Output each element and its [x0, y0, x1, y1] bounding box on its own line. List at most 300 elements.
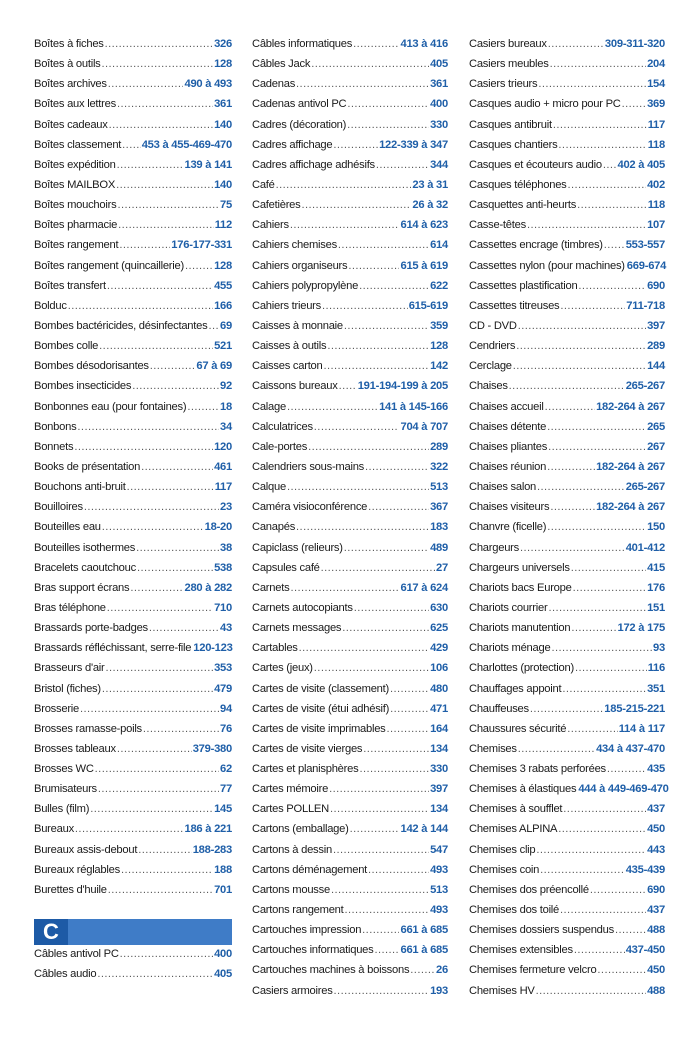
- index-entry: [252, 924, 448, 944]
- entry-label: Bombes désodorisantes: [34, 360, 149, 373]
- entry-page: 204: [647, 58, 665, 71]
- entry-label: Casques et écouteurs audio: [469, 158, 602, 171]
- dot-leader: [150, 360, 196, 372]
- index-entry: [252, 441, 448, 461]
- entry-page: 43: [220, 622, 232, 635]
- entry-label: Chanvre (ficelle): [469, 521, 547, 534]
- entry-page: 26: [436, 964, 448, 977]
- dot-leader: [314, 421, 400, 433]
- dot-leader: [290, 219, 400, 231]
- entry-page: 265-267: [625, 380, 665, 393]
- dot-leader: [575, 662, 647, 674]
- entry-label: Chemises fermeture velcro: [469, 964, 597, 977]
- section-letter: C: [34, 919, 68, 945]
- entry-label: Café: [252, 178, 275, 191]
- entry-label: Câbles antivol PC: [34, 948, 119, 961]
- dot-leader: [106, 662, 214, 674]
- entry-page: 309-311-320: [604, 38, 665, 50]
- entry-label: Canapés: [252, 521, 296, 534]
- dot-leader: [95, 763, 219, 775]
- entry-label: Casiers trieurs: [469, 78, 538, 91]
- entry-page: 26 à 32: [412, 199, 448, 212]
- dot-leader: [84, 501, 219, 513]
- index-entry: [34, 622, 232, 642]
- dot-leader: [571, 562, 646, 574]
- index-entry: [469, 582, 665, 602]
- entry-page: 280 à 282: [184, 581, 232, 594]
- entry-label: Chaises pliantes: [469, 440, 548, 453]
- dot-leader: [105, 38, 213, 50]
- entry-page: 142 à 144: [400, 823, 448, 836]
- index-entry: [34, 401, 232, 421]
- index-entry: [34, 823, 232, 843]
- dot-leader: [117, 159, 184, 171]
- entry-label: Cartons rangement: [252, 904, 344, 917]
- dot-leader: [590, 884, 646, 896]
- entry-label: Chariots courrier: [469, 601, 548, 614]
- index-entry: [469, 119, 665, 139]
- entry-page: 145: [214, 803, 232, 816]
- entry-page: 107: [647, 219, 665, 232]
- entry-label: Cartouches impression: [252, 924, 362, 937]
- entry-label: Câbles Jack: [252, 58, 311, 71]
- entry-page: 134: [430, 803, 448, 816]
- dot-leader: [537, 481, 625, 493]
- dot-leader: [311, 58, 429, 70]
- entry-page: 182-264 à 267: [596, 460, 665, 473]
- entry-label: Cahiers: [252, 219, 289, 232]
- index-entry: [252, 98, 448, 118]
- entry-label: Chemises HV: [469, 984, 535, 997]
- entry-label: Cahiers organiseurs: [252, 259, 348, 272]
- entry-page: 18-20: [204, 521, 232, 534]
- entry-page: 117: [214, 481, 232, 494]
- entry-label: Chemises dossiers suspendus: [469, 924, 614, 937]
- entry-page: 413 à 416: [400, 38, 448, 50]
- dot-leader: [558, 139, 646, 151]
- entry-label: Cartes POLLEN: [252, 803, 329, 816]
- entry-page: 415: [647, 561, 665, 574]
- entry-label: Cahiers trieurs: [252, 299, 321, 312]
- index-entry: [34, 562, 232, 582]
- dot-leader: [574, 944, 625, 956]
- entry-page: 513: [430, 481, 448, 494]
- entry-label: Bouilloires: [34, 501, 83, 514]
- dot-leader: [80, 703, 219, 715]
- index-entry: [469, 944, 665, 964]
- dot-leader: [376, 159, 429, 171]
- entry-page: 151: [647, 601, 665, 614]
- entry-label: Books de présentation: [34, 460, 141, 473]
- index-entry: [34, 763, 232, 783]
- index-entry: [34, 219, 232, 239]
- entry-label: Brosses ramasse-poils: [34, 722, 142, 735]
- entry-label: Câbles audio: [34, 968, 97, 981]
- entry-page: 34: [220, 420, 232, 433]
- entry-page: 538: [214, 561, 232, 574]
- dot-leader: [119, 239, 170, 251]
- entry-page: 617 à 624: [400, 581, 448, 594]
- entry-page: 326: [214, 38, 232, 50]
- entry-label: Chemises extensibles: [469, 944, 573, 957]
- entry-label: Brosses tableaux: [34, 742, 116, 755]
- dot-leader: [296, 78, 429, 90]
- dot-leader: [121, 864, 213, 876]
- dot-leader: [390, 683, 429, 695]
- entry-label: Boîtes mouchoirs: [34, 199, 117, 212]
- dot-leader: [302, 199, 412, 211]
- dot-leader: [324, 360, 430, 372]
- index-entry: [469, 340, 665, 360]
- entry-page: 397: [430, 783, 448, 796]
- index-entry: [34, 642, 232, 662]
- entry-page: 353: [214, 662, 232, 675]
- index-entry: [252, 461, 448, 481]
- entry-page: 488: [647, 924, 665, 937]
- entry-page: 367: [430, 501, 448, 514]
- entry-page: 330: [430, 763, 448, 776]
- entry-page: 614 à 623: [400, 219, 448, 232]
- dot-leader: [547, 421, 646, 433]
- index-entry: [34, 300, 232, 320]
- index-entry: [469, 380, 665, 400]
- entry-label: Cartes de visite (étui adhésif): [252, 702, 390, 715]
- index-entry: [34, 662, 232, 682]
- entry-label: Cassettes nylon (pour machines): [469, 259, 625, 272]
- entry-label: Cadenas: [252, 78, 296, 91]
- entry-label: Cahiers chemises: [252, 239, 337, 252]
- dot-leader: [138, 844, 191, 856]
- entry-page: 23: [220, 501, 232, 514]
- entry-page: 193: [430, 984, 448, 997]
- index-entry: [252, 139, 448, 159]
- entry-label: Charlottes (protection): [469, 662, 574, 675]
- dot-leader: [354, 602, 429, 614]
- index-entry: [34, 501, 232, 521]
- index-entry: [34, 260, 232, 280]
- entry-page: 455: [214, 279, 232, 292]
- dot-leader: [322, 300, 408, 312]
- entry-label: Brosserie: [34, 702, 80, 715]
- entry-label: Bristol (fiches): [34, 682, 101, 695]
- dot-leader: [410, 964, 435, 976]
- entry-page: 92: [220, 380, 232, 393]
- entry-page: 450: [647, 964, 665, 977]
- entry-label: Boîtes rangement: [34, 239, 119, 252]
- index-entry: [252, 58, 448, 78]
- entry-label: Cafetières: [252, 199, 301, 212]
- index-entry: [252, 239, 448, 259]
- entry-label: Bouteilles eau: [34, 521, 101, 534]
- dot-leader: [368, 864, 429, 876]
- entry-page: 69: [220, 319, 232, 332]
- dot-leader: [308, 441, 429, 453]
- entry-label: Cartes de visite vierges: [252, 742, 363, 755]
- entry-page: 120-123: [193, 642, 233, 655]
- entry-page: 630: [430, 601, 448, 614]
- index-entry: [252, 119, 448, 139]
- entry-label: Bracelets caoutchouc: [34, 561, 136, 574]
- dot-leader: [353, 38, 399, 50]
- dot-leader: [571, 622, 616, 634]
- entry-label: Cale-portes: [252, 440, 308, 453]
- entry-page: 615-619: [408, 299, 448, 312]
- entry-label: Chemises ALPINA: [469, 823, 558, 836]
- dot-leader: [187, 401, 219, 413]
- dot-leader: [299, 642, 429, 654]
- index-entry: [469, 662, 665, 682]
- entry-label: Casse-têtes: [469, 219, 526, 232]
- entry-page: 265-267: [625, 481, 665, 494]
- entry-label: Chariots bacs Europe: [469, 581, 572, 594]
- entry-page: 128: [214, 58, 232, 71]
- entry-page: 176: [647, 581, 665, 594]
- dot-leader: [359, 763, 429, 775]
- entry-label: Bulles (film): [34, 803, 90, 816]
- dot-leader: [102, 58, 214, 70]
- entry-label: Bonbonnes eau (pour fontaines): [34, 400, 187, 413]
- index-entry: [252, 38, 448, 58]
- entry-page: 400: [430, 98, 448, 111]
- index-entry: [34, 968, 232, 988]
- entry-page: 701: [214, 883, 232, 896]
- entry-label: Calage: [252, 400, 286, 413]
- entry-page: 154: [647, 78, 665, 91]
- entry-page: 67 à 69: [196, 360, 232, 373]
- index-entry: [252, 622, 448, 642]
- dot-leader: [365, 461, 429, 473]
- dot-leader: [117, 743, 192, 755]
- dot-leader: [518, 743, 595, 755]
- dot-leader: [137, 562, 213, 574]
- dot-leader: [339, 380, 357, 392]
- entry-label: Capiclass (relieurs): [252, 541, 343, 554]
- index-entry: [469, 441, 665, 461]
- entry-label: Carnets messages: [252, 622, 342, 635]
- index-entry: [252, 340, 448, 360]
- dot-leader: [102, 521, 204, 533]
- index-entry: [252, 481, 448, 501]
- index-entry: [34, 864, 232, 884]
- entry-page: 437-450: [625, 944, 665, 957]
- entry-label: Caméra visioconférence: [252, 501, 368, 514]
- dot-leader: [136, 542, 219, 554]
- entry-page: 172 à 175: [617, 622, 665, 635]
- entry-page: 443: [647, 843, 665, 856]
- index-entry: [34, 98, 232, 118]
- dot-leader: [558, 823, 646, 835]
- entry-page: 267: [647, 440, 665, 453]
- index-entry: [34, 179, 232, 199]
- entry-label: Cartes de visite (classement): [252, 682, 389, 695]
- dot-leader: [314, 662, 429, 674]
- entry-label: Casquettes anti-heurts: [469, 199, 577, 212]
- index-entry: [469, 521, 665, 541]
- index-entry: [469, 401, 665, 421]
- entry-label: Chemises clip: [469, 843, 536, 856]
- dot-leader: [374, 944, 399, 956]
- dot-leader: [615, 924, 646, 936]
- entry-label: Calendriers sous-mains: [252, 460, 365, 473]
- index-entry: [252, 280, 448, 300]
- entry-page: 450: [647, 823, 665, 836]
- dot-leader: [99, 340, 213, 352]
- entry-label: Cadres affichage adhésifs: [252, 158, 375, 171]
- entry-label: Cahiers polypropylène: [252, 279, 359, 292]
- entry-page: 669-674: [626, 259, 667, 272]
- index-entry: [34, 884, 232, 904]
- entry-page: 513: [430, 883, 448, 896]
- index-entry: [34, 320, 232, 340]
- dot-leader: [622, 98, 646, 110]
- entry-page: 622: [430, 279, 448, 292]
- index-entry: [252, 964, 448, 984]
- index-entry: [252, 562, 448, 582]
- entry-label: Bureaux assis-debout: [34, 843, 138, 856]
- entry-page: 116: [647, 662, 665, 675]
- dot-leader: [109, 119, 213, 131]
- index-entry: [252, 380, 448, 400]
- dot-leader: [550, 58, 647, 70]
- index-entry: [252, 360, 448, 380]
- index-entry: [469, 98, 665, 118]
- index-entry: [469, 723, 665, 743]
- entry-page: 435: [647, 763, 665, 776]
- index-entry: [469, 763, 665, 783]
- entry-page: 289: [647, 340, 665, 353]
- entry-label: Bolduc: [34, 299, 67, 312]
- index-entry: [469, 783, 669, 803]
- entry-label: Caisses à monnaie: [252, 319, 343, 332]
- entry-label: Chemises à élastiques: [469, 783, 577, 796]
- index-entry: [252, 662, 448, 682]
- dot-leader: [567, 723, 617, 735]
- dot-leader: [390, 703, 429, 715]
- index-list-c-start: [34, 948, 232, 988]
- index-entry: [252, 401, 448, 421]
- entry-label: Caisses à outils: [252, 340, 327, 353]
- dot-leader: [74, 441, 213, 453]
- index-column-2: [252, 38, 448, 1005]
- dot-leader: [347, 119, 429, 131]
- index-entry: [469, 904, 665, 924]
- index-entry: [252, 985, 448, 1005]
- entry-page: 75: [220, 199, 232, 212]
- index-entry: [469, 58, 665, 78]
- entry-page: 493: [430, 863, 448, 876]
- index-entry: [34, 948, 232, 968]
- dot-leader: [387, 723, 430, 735]
- entry-label: Chaises réunion: [469, 460, 547, 473]
- entry-label: Cartons déménagement: [252, 863, 368, 876]
- index-entry: [469, 703, 665, 723]
- dot-leader: [149, 622, 219, 634]
- dot-leader: [333, 139, 378, 151]
- dot-leader: [597, 964, 646, 976]
- dot-leader: [287, 481, 429, 493]
- dot-leader: [350, 823, 400, 835]
- entry-page: 185-215-221: [604, 702, 665, 715]
- index-entry: [469, 179, 665, 199]
- section-bar: [68, 919, 232, 945]
- dot-leader: [538, 78, 646, 90]
- entry-label: Casques téléphones: [469, 178, 567, 191]
- index-entry: [469, 683, 665, 703]
- index-entry: [252, 501, 448, 521]
- index-entry: [469, 622, 665, 642]
- dot-leader: [536, 844, 646, 856]
- entry-label: Chaises: [469, 380, 508, 393]
- dot-leader: [578, 280, 646, 292]
- dot-leader: [102, 683, 213, 695]
- index-entry: [34, 421, 232, 441]
- index-entry: [252, 320, 448, 340]
- index-entry: [252, 602, 448, 622]
- dot-leader: [130, 582, 183, 594]
- index-entry: [34, 803, 232, 823]
- index-entry: [34, 743, 232, 763]
- dot-leader: [560, 300, 625, 312]
- entry-page: 402: [647, 178, 665, 191]
- entry-label: Brumisateurs: [34, 783, 97, 796]
- entry-label: Brassards porte-badges: [34, 622, 148, 635]
- entry-label: Chemises dos toilé: [469, 904, 560, 917]
- entry-page: 488: [647, 984, 665, 997]
- entry-label: Bombes colle: [34, 340, 99, 353]
- entry-page: 437: [647, 803, 665, 816]
- entry-label: Burettes d'huile: [34, 883, 107, 896]
- dot-leader: [551, 642, 652, 654]
- index-entry: [34, 78, 232, 98]
- index-entry: [469, 421, 665, 441]
- entry-label: Bras téléphone: [34, 601, 106, 614]
- entry-page: 614: [430, 239, 448, 252]
- index-entry: [34, 461, 232, 481]
- entry-page: 553-557: [625, 239, 665, 252]
- dot-leader: [329, 783, 429, 795]
- index-entry: [252, 421, 448, 441]
- entry-page: 461: [214, 460, 232, 473]
- index-entry: [252, 703, 448, 723]
- entry-label: Casques antibruit: [469, 118, 552, 131]
- dot-leader: [553, 119, 647, 131]
- entry-page: 188-283: [192, 843, 232, 856]
- entry-page: 27: [436, 561, 448, 574]
- entry-page: 188: [214, 863, 232, 876]
- entry-label: Bouchons anti-bruit: [34, 481, 126, 494]
- dot-leader: [359, 280, 429, 292]
- entry-page: 93: [653, 642, 665, 655]
- index-entry: [469, 803, 665, 823]
- entry-label: Chaussures sécurité: [469, 722, 567, 735]
- dot-leader: [287, 401, 378, 413]
- dot-leader: [331, 884, 429, 896]
- dot-leader: [509, 380, 625, 392]
- entry-label: Bureaux: [34, 823, 74, 836]
- dot-leader: [604, 239, 625, 251]
- entry-page: 144: [647, 360, 665, 373]
- index-entry: [34, 159, 232, 179]
- index-entry: [469, 743, 665, 763]
- index-entry: [469, 481, 665, 501]
- dot-leader: [345, 904, 430, 916]
- entry-page: 615 à 619: [400, 259, 448, 272]
- entry-label: Cartes (jeux): [252, 662, 313, 675]
- dot-leader: [117, 199, 219, 211]
- index-list-b: [34, 38, 232, 904]
- entry-label: Cadres (décoration): [252, 118, 347, 131]
- entry-label: Capsules café: [252, 561, 320, 574]
